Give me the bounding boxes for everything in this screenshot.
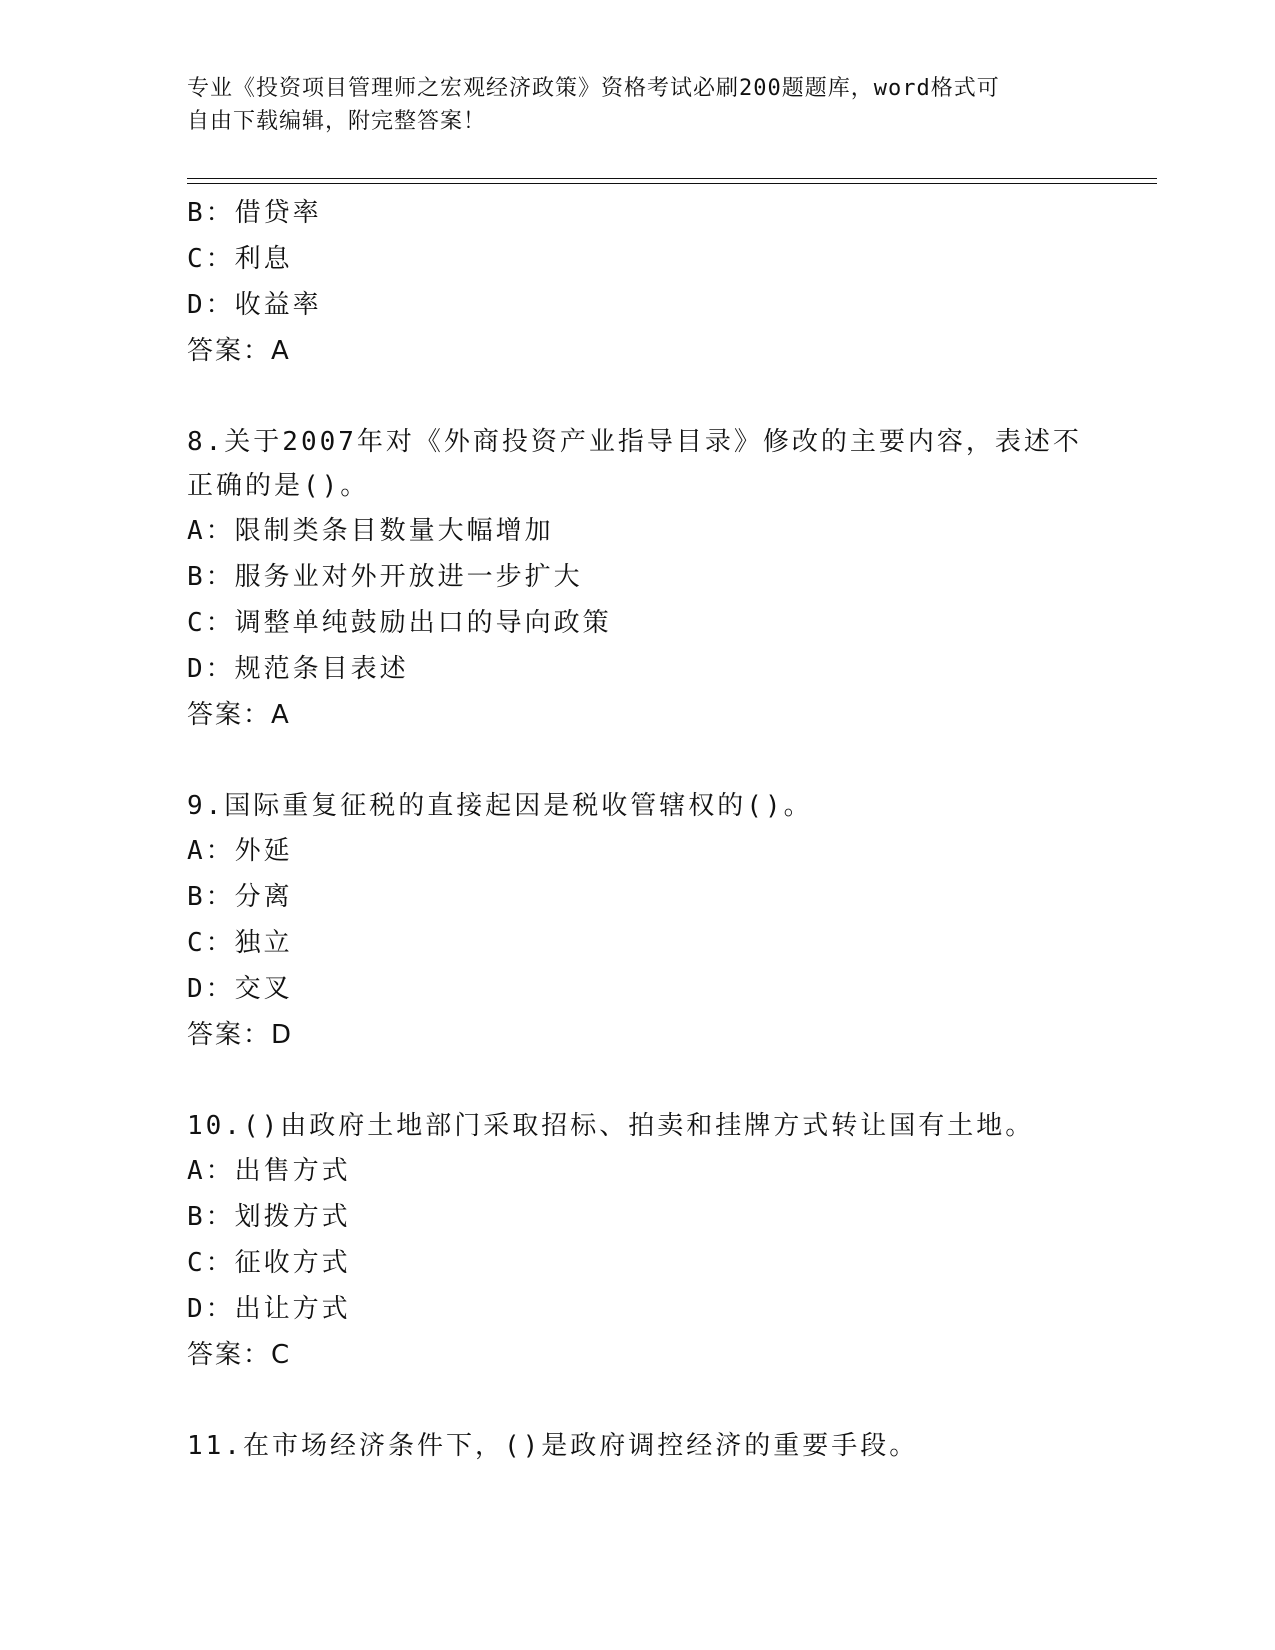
- header-line-2: 自由下载编辑，附完整答案！: [187, 109, 487, 134]
- answer: 答案：A: [187, 336, 291, 366]
- header-rule-bottom: [187, 183, 1157, 184]
- question-text-line-2: 正确的是()。: [187, 471, 370, 501]
- option-c: C：利息: [187, 244, 293, 274]
- option-a: A：外延: [187, 836, 293, 866]
- option-b: B：服务业对外开放进一步扩大: [187, 562, 583, 592]
- option-a: A：出售方式: [187, 1156, 351, 1186]
- question-9: [187, 784, 1087, 1058]
- question-text: 11.在市场经济条件下，()是政府调控经济的重要手段。: [187, 1431, 919, 1461]
- question-text: [187, 420, 1087, 508]
- answer: 答案：D: [187, 1020, 294, 1050]
- header-rule-top: [187, 178, 1157, 179]
- header-line-1: 专业《投资项目管理师之宏观经济政策》资格考试必刷200题题库，word格式可: [187, 76, 1000, 101]
- question-8: [187, 420, 1087, 738]
- option-d: D：交叉: [187, 974, 293, 1004]
- answer: 答案：C: [187, 1340, 292, 1370]
- option-c: C：独立: [187, 928, 293, 958]
- question-11: [187, 1424, 1087, 1468]
- option-d: D：规范条目表述: [187, 654, 409, 684]
- question-list: [187, 190, 1087, 1468]
- document-header: [187, 72, 1087, 138]
- answer: 答案：A: [187, 700, 291, 730]
- option-b: B：划拨方式: [187, 1202, 351, 1232]
- question-7-continued: [187, 190, 1087, 374]
- option-d: D：收益率: [187, 290, 322, 320]
- question-text-line-1: 8.关于2007年对《外商投资产业指导目录》修改的主要内容，表述不: [187, 427, 1082, 457]
- question-text: 9.国际重复征税的直接起因是税收管辖权的()。: [187, 791, 813, 821]
- option-a: A：限制类条目数量大幅增加: [187, 516, 554, 546]
- option-c: C：征收方式: [187, 1248, 351, 1278]
- option-b: B：借贷率: [187, 198, 322, 228]
- option-b: B：分离: [187, 882, 293, 912]
- option-d: D：出让方式: [187, 1294, 351, 1324]
- question-text: 10.()由政府土地部门采取招标、拍卖和挂牌方式转让国有土地。: [187, 1111, 1035, 1141]
- option-c: C：调整单纯鼓励出口的导向政策: [187, 608, 612, 638]
- question-10: [187, 1104, 1087, 1378]
